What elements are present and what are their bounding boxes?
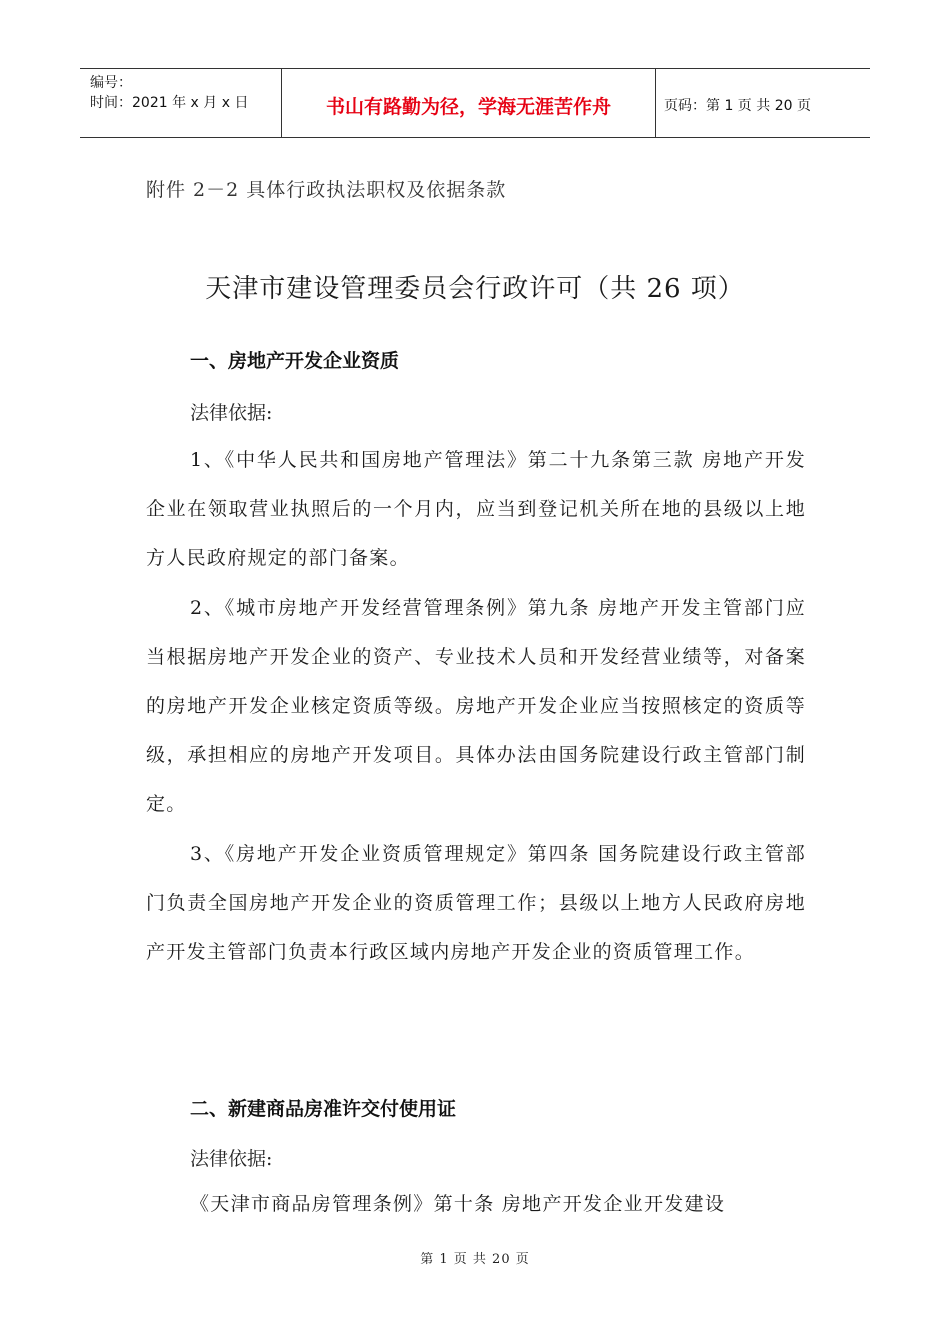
header-page-info: 页码：第 1 页 共 20 页 (664, 98, 811, 114)
page-title: 天津市建设管理委员会行政许可（共 26 项） (205, 274, 745, 304)
document-date: 时间：2021 年 x 月 x 日 (90, 95, 249, 111)
law-basis-label-1: 法律依据: (190, 402, 273, 424)
header-motto: 书山有路勤为径，学海无涯苦作舟 (282, 69, 656, 137)
paragraph-2-1: 《天津市商品房管理条例》第十条 房地产开发企业开发建设 (190, 1193, 726, 1215)
section-heading-2: 二、新建商品房准许交付使用证 (190, 1098, 457, 1120)
document-number-label: 编号： (90, 75, 132, 91)
section-heading-1: 一、房地产开发企业资质 (190, 350, 400, 372)
header-table (80, 68, 870, 138)
attachment-label: 附件 2－2 具体行政执法职权及依据条款 (146, 179, 507, 201)
law-basis-label-2: 法律依据: (190, 1148, 273, 1170)
paragraph-1-3: 3、《房地产开发企业资质管理规定》第四条 国务院建设行政主管部门负责全国房地产开发企业的资质管理工作；县级以上地方人民政府房地产开发主管部门负责本行政区域内房地产开发企业的资质管理工作。 (146, 843, 806, 963)
paragraph-1-1: 1、《中华人民共和国房地产管理法》第二十九条第三款 房地产开发企业在领取营业执照后的一个月内，应当到登记机关所在地的县级以上地方人民政府规定的部门备案。 (146, 449, 806, 569)
page-footer: 第 1 页 共 20 页 (420, 1252, 530, 1267)
header-meta-cell (80, 69, 282, 137)
paragraph-1-2: 2、《城市房地产开发经营管理条例》第九条 房地产开发主管部门应当根据房地产开发企业的资产、专业技术人员和开发经营业绩等，对备案的房地产开发企业核定资质等级。房地产开发企业应当按照核定的资质等级，承担相应的房地产开发项目。具体办法由国务院建设行政主管部门制定。 (146, 597, 806, 815)
